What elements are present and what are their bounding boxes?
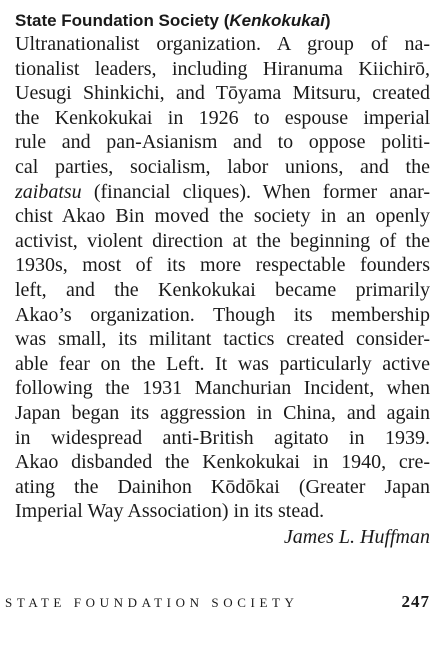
body-line: [15, 155, 430, 180]
body-line: [15, 253, 430, 278]
body-line: [15, 352, 430, 377]
body-line-text: Japan began its aggression in China, and again: [15, 401, 430, 424]
body-line: [15, 204, 430, 229]
dictionary-page: [15, 10, 430, 550]
body-line-text: chist Akao Bin moved the society in an openly: [15, 205, 430, 228]
body-line-text: cal parties, socialism, labor unions, and the: [15, 155, 430, 178]
body-line-italic-term: zaibatsu: [15, 180, 82, 203]
body-line-text: rule and pan-Asianism and to oppose politi-: [15, 131, 430, 154]
body-line: [15, 130, 430, 155]
body-line: [15, 106, 430, 131]
running-head: STATE FOUNDATION SOCIETY: [5, 595, 299, 610]
page-footer: [5, 592, 430, 612]
body-line: [15, 376, 430, 401]
entry-body: [15, 32, 430, 524]
body-line: [15, 180, 430, 205]
body-line-text: Imperial Way Association) in its stead.: [15, 500, 325, 523]
body-line: [15, 401, 430, 426]
body-line: [15, 57, 430, 82]
body-line: [15, 81, 430, 106]
body-line: [15, 278, 430, 303]
body-line-text: activist, violent direction at the beginning of the: [15, 229, 430, 252]
entry-title: [15, 10, 430, 32]
body-line-text: in widespread anti-British agitato in 1939.: [15, 426, 430, 449]
body-line-text: ating the Dainihon Kōdōkai (Greater Japan: [15, 475, 430, 498]
body-line: [15, 229, 430, 254]
entry-title-suffix: ): [324, 11, 331, 30]
body-line: [15, 450, 430, 475]
body-line: [15, 426, 430, 451]
body-line-text: Akao’s organization. Though its membership: [15, 303, 430, 326]
body-line: [15, 32, 430, 57]
entry-title-italic: Kenkokukai: [229, 11, 325, 30]
body-line-text: the Kenkokukai in 1926 to espouse imperial: [15, 106, 430, 129]
body-line-text: (financial cliques). When former anar-: [81, 180, 430, 203]
entry-title-prefix: State Foundation Society (: [15, 11, 230, 30]
entry-author: James L. Huffman: [283, 525, 430, 548]
body-line-text: Akao disbanded the Kenkokukai in 1940, cre-: [15, 451, 430, 474]
body-line-text: was small, its militant tactics created consider-: [15, 328, 430, 351]
body-line-text: able fear on the Left. It was particularly active: [15, 352, 430, 375]
body-line-text: left, and the Kenkokukai became primarily: [15, 278, 430, 301]
body-line-text: Ultranationalist organization. A group of na-: [15, 33, 430, 55]
body-line-text: tionalist leaders, including Hiranuma Kiichirō,: [15, 57, 430, 80]
body-line-text: Uesugi Shinkichi, and Tōyama Mitsuru, created: [15, 82, 430, 105]
page-number: 247: [401, 592, 430, 611]
body-line: [15, 475, 430, 500]
body-line: [15, 499, 430, 524]
body-line-text: following the 1931 Manchurian Incident, when: [15, 377, 430, 400]
body-line: [15, 327, 430, 352]
body-line: [15, 303, 430, 328]
body-line-text: 1930s, most of its more respectable founders: [15, 254, 430, 277]
